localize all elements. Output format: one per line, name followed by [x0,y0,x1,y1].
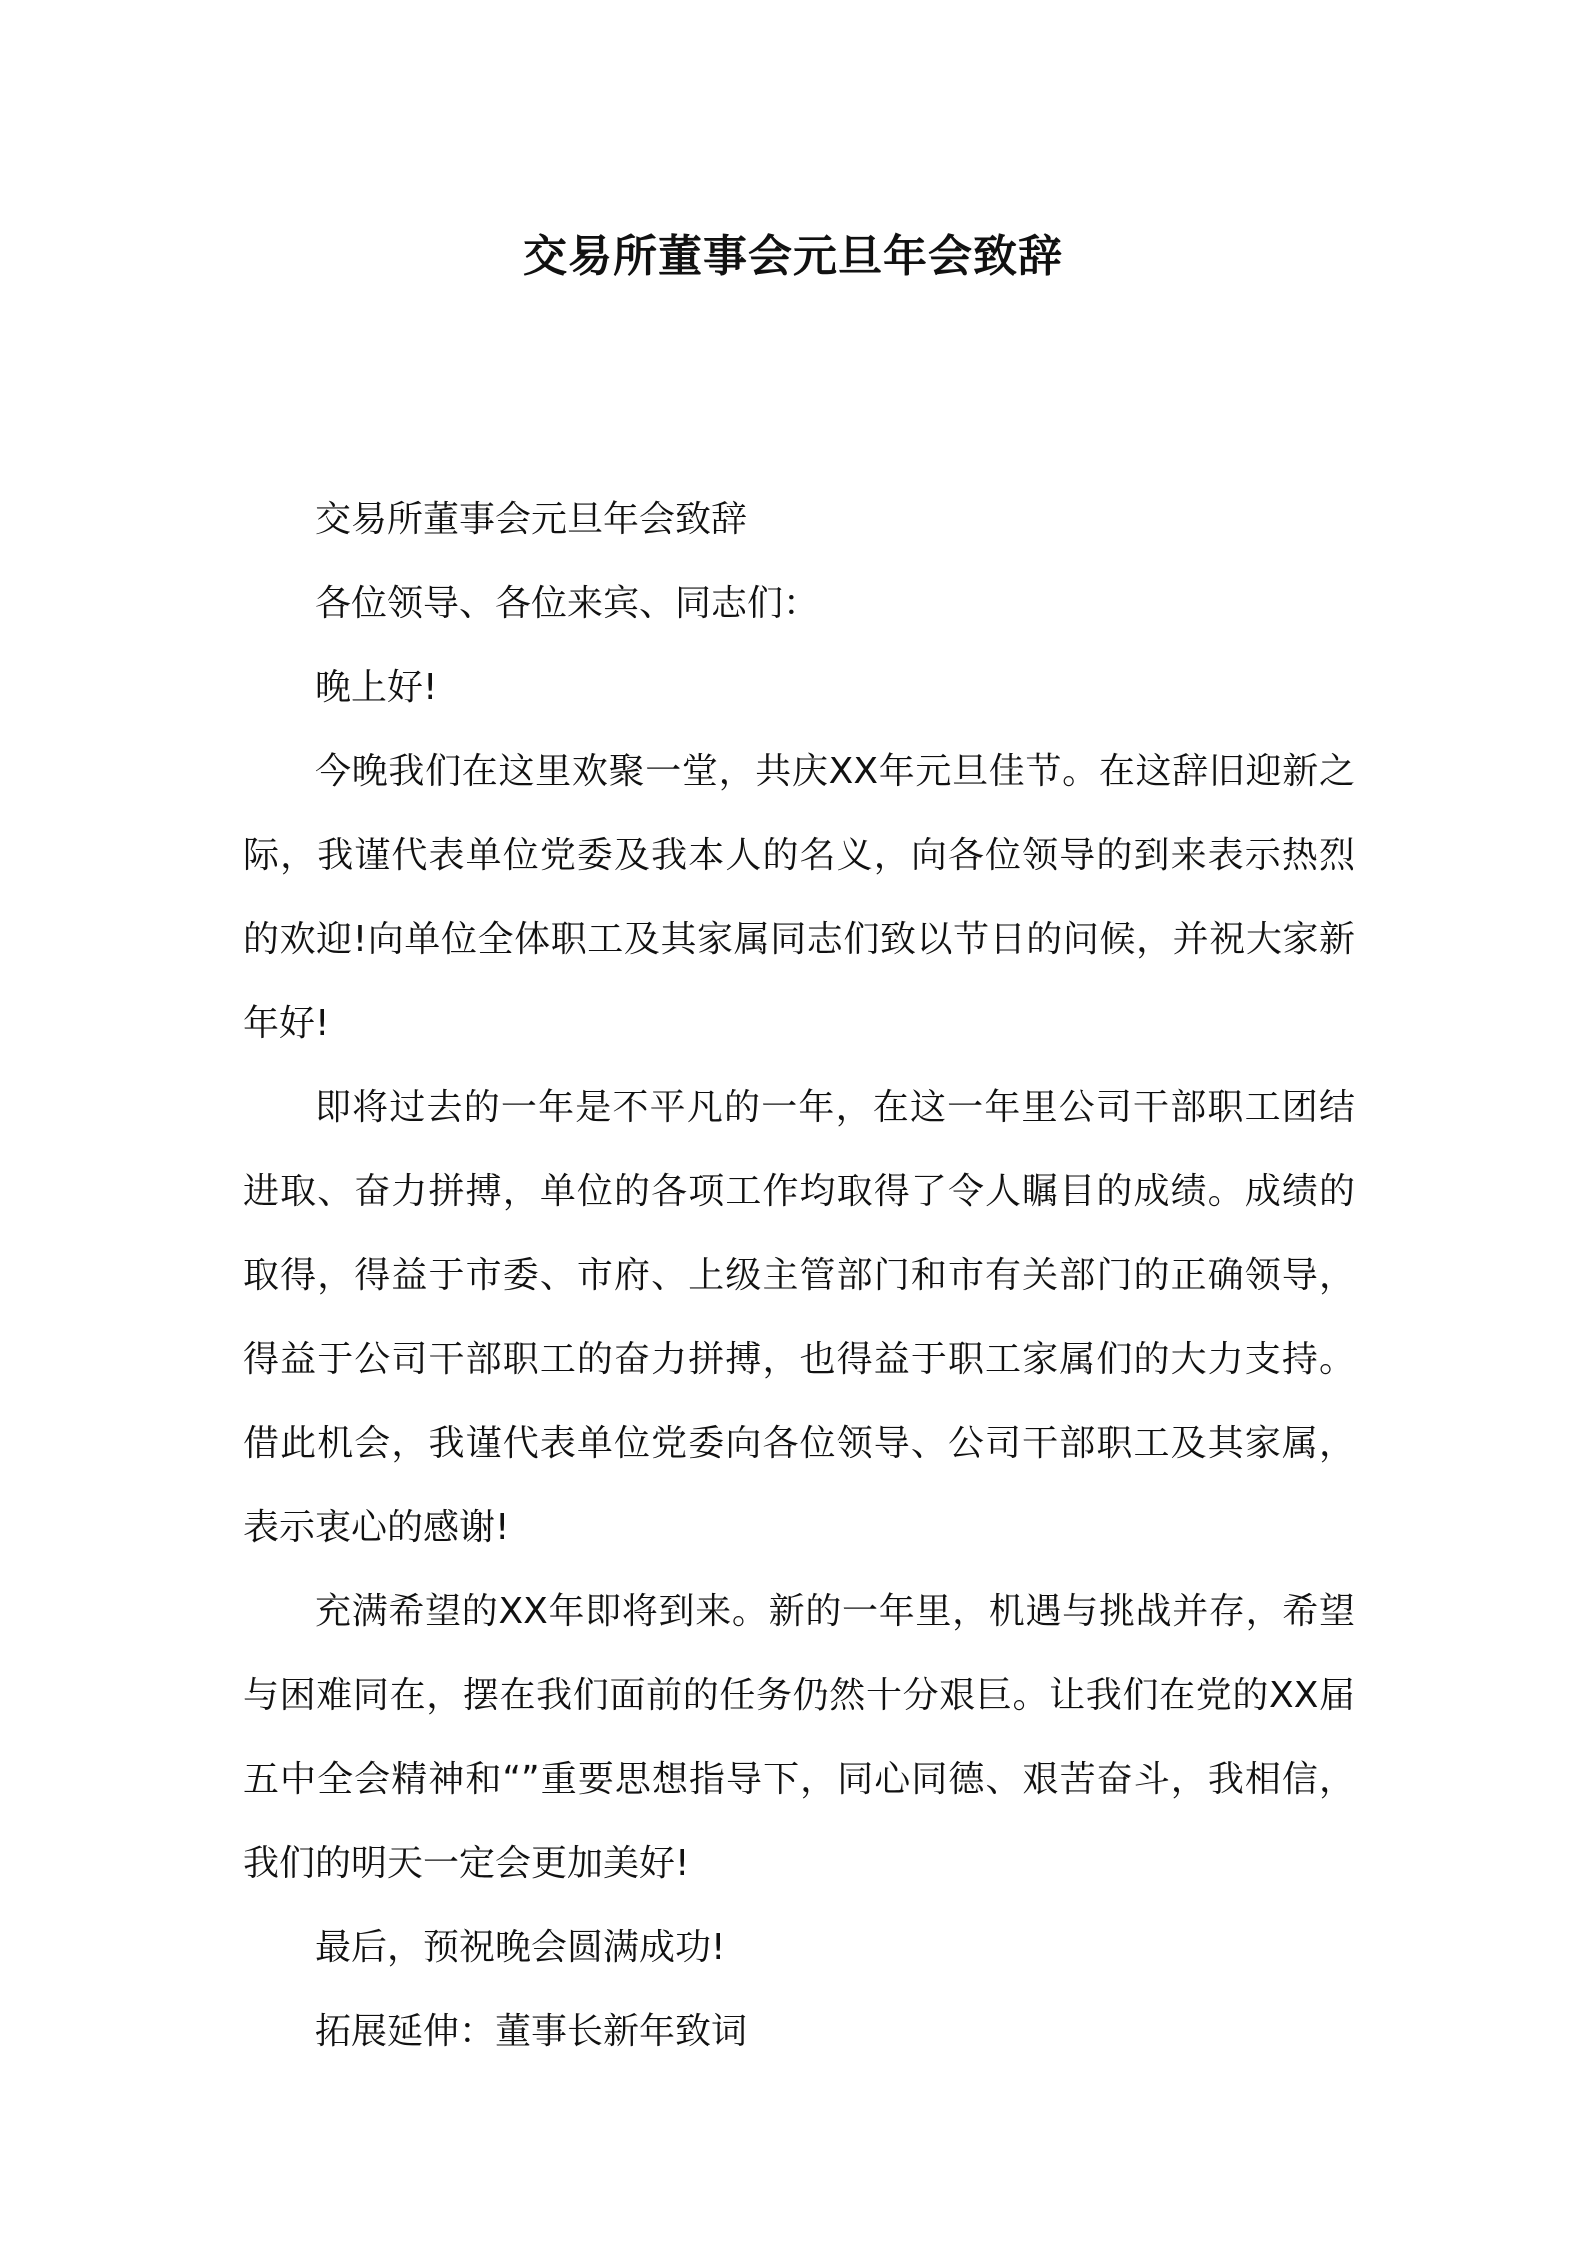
paragraph-salutation: 各位领导、各位来宾、同志们： [315,583,820,624]
paragraph-heading: 交易所董事会元旦年会致辞 [315,499,748,540]
paragraph-outlook: 充满希望的XX年即将到来。新的一年里，机遇与挑战并存，希望与困难同在，摆在我们面前的任务仍然十分艰巨。让我们在党的XX届五中全会精神和“”重要思想指导下，同心同德、艰苦奋斗，我相信，我们的明天一定会更加美好! [243,1591,1355,1884]
paragraph-welcome: 今晚我们在这里欢聚一堂，共庆XX年元旦佳节。在这辞旧迎新之际，我谨代表单位党委及我本人的名义，向各位领导的到来表示热烈的欢迎!向单位全体职工及其家属同志们致以节日的问候，并祝大家新年好! [243,751,1355,1044]
paragraph-greeting: 晚上好! [315,667,438,708]
paragraph-extension: 拓展延伸：董事长新年致词 [315,2011,748,2052]
document-body [243,478,1355,2074]
document-title: 交易所董事会元旦年会致辞 [523,231,1063,282]
paragraph-review: 即将过去的一年是不平凡的一年，在这一年里公司干部职工团结进取、奋力拼搏，单位的各项工作均取得了令人瞩目的成绩。成绩的取得，得益于市委、市府、上级主管部门和市有关部门的正确领导，得益于公司干部职工的奋力拼搏，也得益于职工家属们的大力支持。借此机会，我谨代表单位党委向各位领导、公司干部职工及其家属，表示衷心的感谢! [243,1087,1355,1548]
paragraph-closing: 最后，预祝晚会圆满成功! [315,1927,726,1968]
